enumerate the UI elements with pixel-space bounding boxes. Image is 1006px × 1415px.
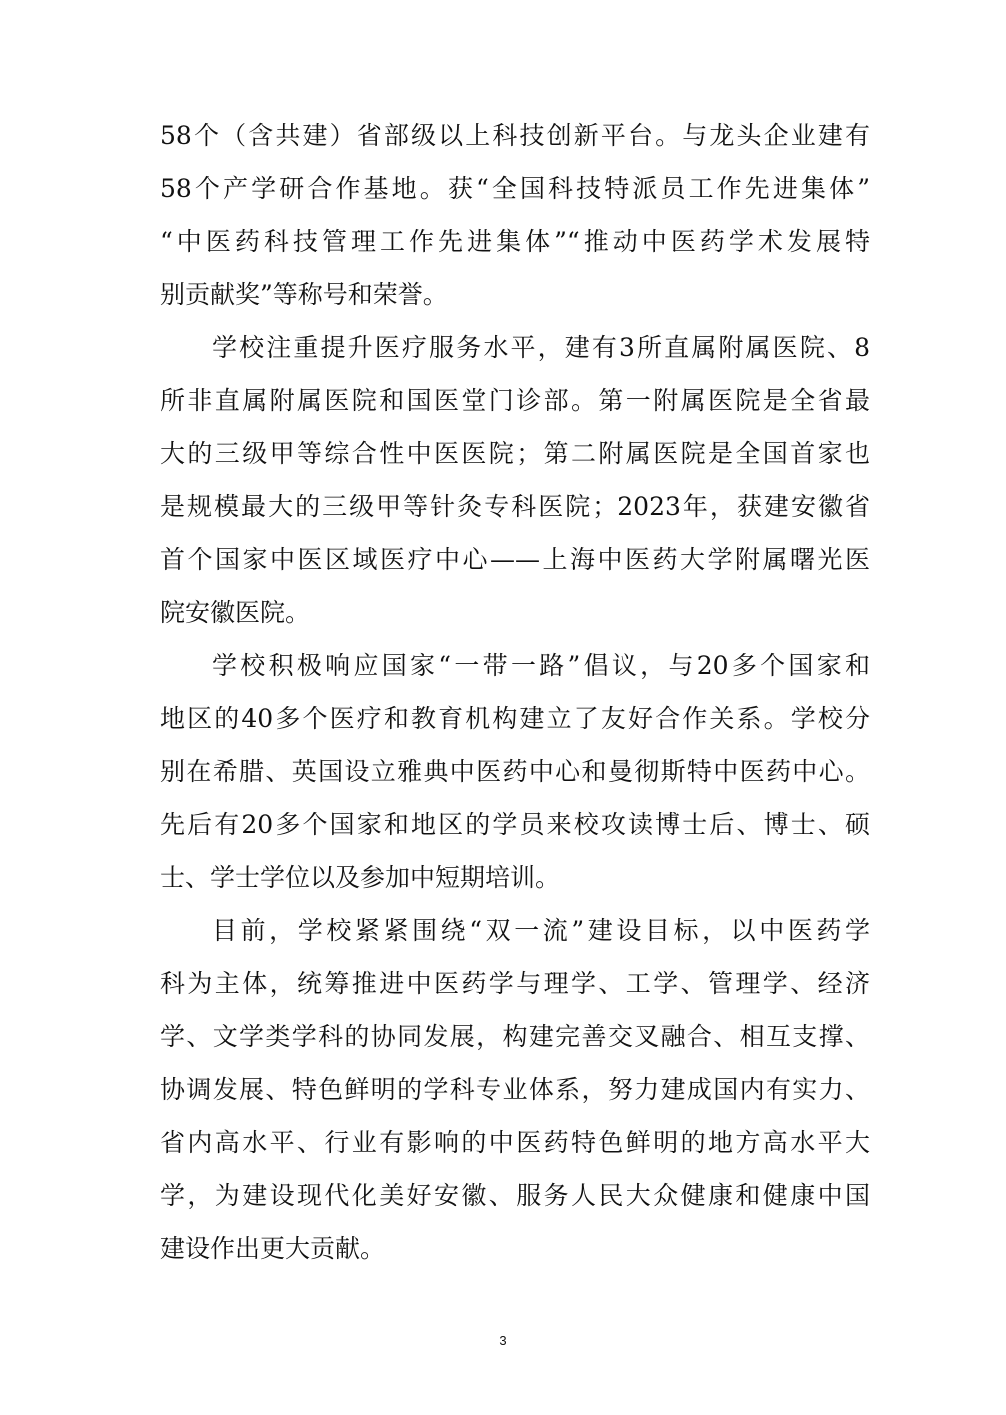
text-line: 首个国家中医区域医疗中心——上海中医药大学附属曙光医 bbox=[160, 545, 870, 574]
text-line: 院安徽医院。 bbox=[160, 598, 311, 627]
text-line: 先后有20多个国家和地区的学员来校攻读博士后、博士、硕 bbox=[160, 810, 870, 839]
text-line: 建设作出更大贡献。 bbox=[160, 1234, 386, 1263]
text-line: 所非直属附属医院和国医堂门诊部。第一附属医院是全省最 bbox=[160, 386, 870, 415]
page-number: 3 bbox=[499, 1333, 507, 1348]
text-line: 学，为建设现代化美好安徽、服务人民大众健康和健康中国 bbox=[160, 1181, 870, 1210]
text-line: 别在希腊、英国设立雅典中医药中心和曼彻斯特中医药中心。 bbox=[160, 757, 870, 786]
text-line: 目前，学校紧紧围绕“双一流”建设目标，以中医药学 bbox=[212, 916, 870, 945]
paragraph bbox=[160, 109, 870, 321]
paragraph bbox=[160, 639, 870, 904]
text-line: 省内高水平、行业有影响的中医药特色鲜明的地方高水平大 bbox=[160, 1128, 870, 1157]
paragraph bbox=[160, 321, 870, 639]
text-line: 地区的40多个医疗和教育机构建立了友好合作关系。学校分 bbox=[160, 704, 870, 733]
text-line: 学校注重提升医疗服务水平，建有3所直属附属医院、8 bbox=[212, 333, 870, 362]
text-line: 58个（含共建）省部级以上科技创新平台。与龙头企业建有 bbox=[160, 121, 870, 150]
text-line: 别贡献奖”等称号和荣誉。 bbox=[160, 280, 448, 309]
text-line: 协调发展、特色鲜明的学科专业体系，努力建成国内有实力、 bbox=[160, 1075, 870, 1104]
document-body bbox=[160, 109, 870, 1275]
text-line: 学校积极响应国家“一带一路”倡议，与20多个国家和 bbox=[212, 651, 870, 680]
text-line: 是规模最大的三级甲等针灸专科医院；2023年，获建安徽省 bbox=[160, 492, 870, 521]
text-line: “中医药科技管理工作先进集体”“推动中医药学术发展特 bbox=[160, 227, 870, 256]
text-line: 大的三级甲等综合性中医医院；第二附属医院是全国首家也 bbox=[160, 439, 870, 468]
text-line: 58个产学研合作基地。获“全国科技特派员工作先进集体” bbox=[160, 174, 870, 203]
text-line: 科为主体，统筹推进中医药学与理学、工学、管理学、经济 bbox=[160, 969, 870, 998]
text-line: 学、文学类学科的协同发展，构建完善交叉融合、相互支撑、 bbox=[160, 1022, 870, 1051]
paragraph bbox=[160, 904, 870, 1275]
text-line: 士、学士学位以及参加中短期培训。 bbox=[160, 863, 561, 892]
